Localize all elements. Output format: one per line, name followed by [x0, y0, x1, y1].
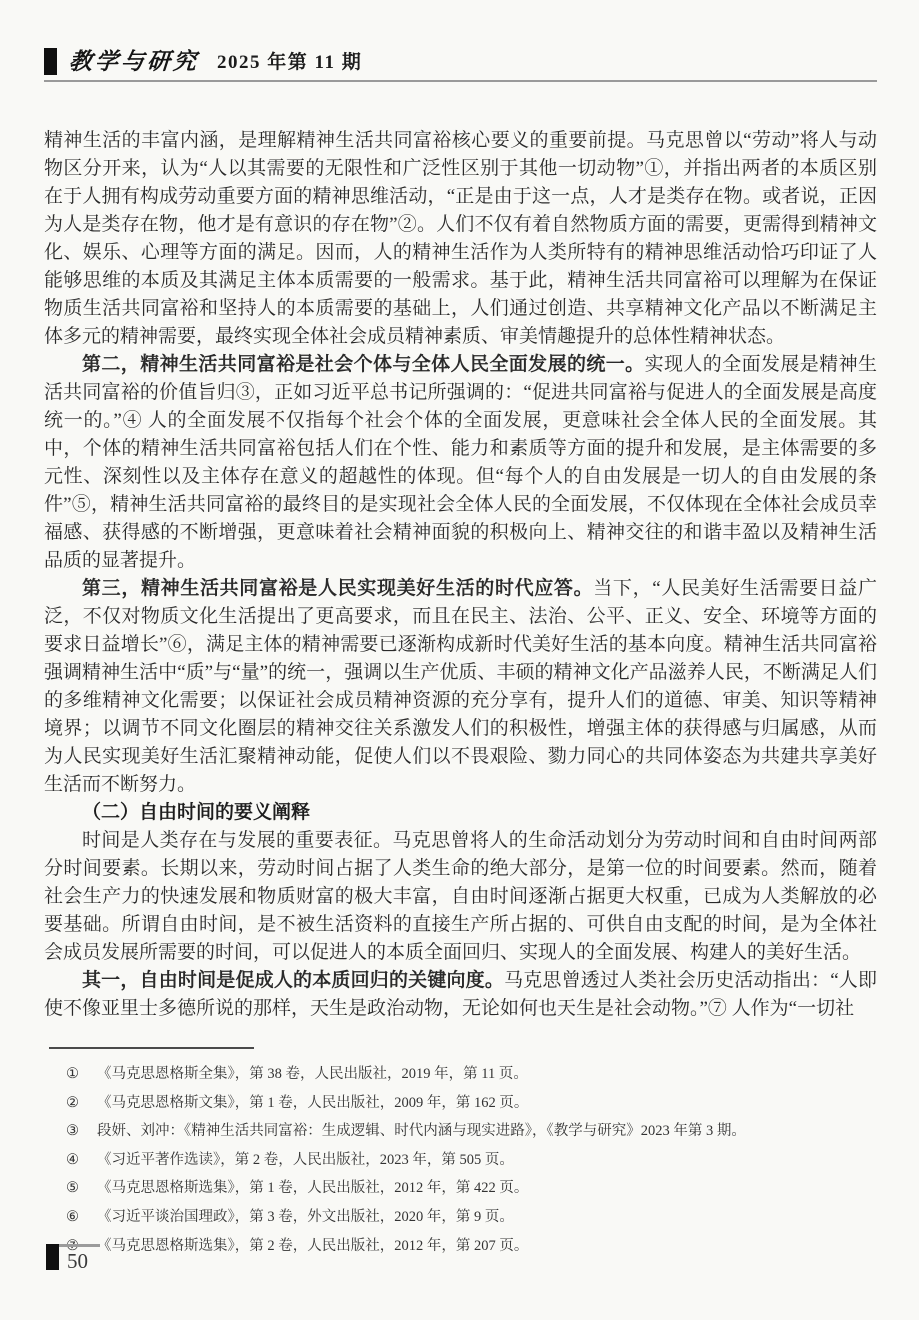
footnote-item	[66, 1146, 873, 1175]
issue-label: 2025 年第 11 期	[217, 52, 363, 73]
paragraph-text: 时间是人类存在与发展的重要表征。马克思曾将人的生命活动划分为劳动时间和自由时间两部分时间要素。长期以来，劳动时间占据了人类生命的绝大部分，是第一位的时间要素。然而，随着社会生产力的快速发展和物质财富的极大丰富，自由时间逐渐占据更大权重，已成为人类解放的必要基础。所谓自由时间，是不被生活资料的直接生产所占据的、可供自由支配的时间，是为全体社会成员发展所需要的时间，可以促进人的本质全面回归、实现人的全面发展、构建人的美好生活。	[44, 830, 877, 963]
footnote-marker: ⑥	[66, 1208, 79, 1225]
section-heading: （二）自由时间的要义阐释	[82, 802, 311, 823]
paragraph-text: 马克思曾透过人类社会历史活动指出：“人即使不像亚里士多德所说的那样，天生是政治动物，无论如何也天生是社会动物。”⑦ 人作为“一切社	[44, 970, 877, 1019]
page-number: 50	[59, 1244, 100, 1273]
footnote-list	[66, 1060, 873, 1260]
paragraph-lead: 其一，自由时间是促成人的本质回归的关键向度。	[82, 970, 505, 991]
footnote-item	[66, 1060, 873, 1089]
paragraph-lead: 第二，精神生活共同富裕是社会个体与全体人民全面发展的统一。	[82, 354, 645, 375]
footnote-separator	[49, 1047, 254, 1049]
page-footer	[46, 1244, 100, 1273]
paragraph-text: 实现人的全面发展是精神生活共同富裕的价值旨归③，正如习近平总书记所强调的：“促进共同富裕与促进人的全面发展是高度统一的。”④ 人的全面发展不仅指每个社会个体的全面发展，更意味社会全体人民的全面发展。其中，个体的精神生活共同富裕包括人们在个性、能力和素质等方面的提升和发展，是主体需要的多元性、深刻性以及主体存在意义的超越性的体现。但“每个人的自由发展是一切人的自由发展的条件”⑤，精神生活共同富裕的最终目的是实现社会全体人民的全面发展，不仅体现在全体社会成员幸福感、获得感的不断增强，更意味着社会精神面貌的积极向上、精神交往的和谐丰盈以及精神生活品质的显著提升。	[44, 354, 877, 571]
footnote-item	[66, 1174, 873, 1203]
paragraph-lead: 第三，精神生活共同富裕是人民实现美好生活的时代应答。	[82, 578, 594, 599]
footnote-text: 《马克思恩格斯选集》，第 2 卷，人民出版社，2012 年，第 207 页。	[97, 1237, 529, 1254]
footnote-marker: ④	[66, 1151, 79, 1168]
paragraph	[44, 127, 877, 351]
paragraph	[44, 351, 877, 575]
footnote-marker: ②	[66, 1094, 79, 1111]
page-header	[44, 48, 877, 82]
footer-square-marker	[46, 1244, 59, 1270]
footnote-text: 《马克思恩格斯文集》，第 1 卷，人民出版社，2009 年，第 162 页。	[97, 1094, 529, 1111]
footnote-item	[66, 1117, 873, 1146]
footnote-marker: ③	[66, 1123, 79, 1140]
footnote-item	[66, 1089, 873, 1118]
footnote-text: 《习近平著作选读》，第 2 卷，人民出版社，2023 年，第 505 页。	[97, 1151, 514, 1168]
paragraph	[44, 967, 877, 1023]
header-square-marker	[44, 48, 57, 75]
paragraph-text: 精神生活的丰富内涵，是理解精神生活共同富裕核心要义的重要前提。马克思曾以“劳动”将人与动物区分开来，认为“人以其需要的无限性和广泛性区别于其他一切动物”①，并指出两者的本质区别在于人拥有构成劳动重要方面的精神思维活动，“正是由于这一点，人才是类存在物。或者说，正因为人是类存在物，他才是有意识的存在物”②。人们不仅有着自然物质方面的需要，更需得到精神文化、娱乐、心理等方面的满足。因而，人的精神生活作为人类所特有的精神思维活动恰巧印证了人能够思维的本质及其满足主体本质需要的一般需求。基于此，精神生活共同富裕可以理解为在保证物质生活共同富裕和坚持人的本质需要的基础上，人们通过创造、共享精神文化产品以不断满足主体多元的精神需要，最终实现全体社会成员精神素质、审美情趣提升的总体性精神状态。	[44, 130, 877, 347]
footnote-text: 《马克思恩格斯全集》，第 38 卷，人民出版社，2019 年，第 11 页。	[97, 1066, 528, 1082]
journal-name: 教学与研究	[68, 48, 200, 75]
footnote-marker: ①	[66, 1066, 79, 1082]
footnote-item	[66, 1203, 873, 1232]
article-body	[44, 127, 877, 1023]
footnote-item	[66, 1232, 873, 1261]
footnote-text: 段妍、刘冲：《精神生活共同富裕：生成逻辑、时代内涵与现实进路》，《教学与研究》2023 年第 3 期。	[97, 1123, 746, 1140]
footnote-text: 《习近平谈治国理政》，第 3 卷，外文出版社，2020 年，第 9 页。	[97, 1208, 514, 1225]
paragraph-text: 当下，“人民美好生活需要日益广泛，不仅对物质文化生活提出了更高要求，而且在民主、法治、公平、正义、安全、环境等方面的要求日益增长”⑥，满足主体的精神需要已逐渐构成新时代美好生活的基本向度。精神生活共同富裕强调精神生活中“质”与“量”的统一，强调以生产优质、丰硕的精神文化产品滋养人民，不断满足人们的多维精神文化需要；以保证社会成员精神资源的充分享有，提升人们的道德、审美、知识等精神境界；以调节不同文化圈层的精神交往关系激发人们的积极性，增强主体的获得感与归属感，从而为人民实现美好生活汇聚精神动能，促使人们以不畏艰险、勠力同心的共同体姿态为共建共享美好生活而不断努力。	[44, 578, 877, 795]
footnote-marker: ⑦	[66, 1237, 79, 1254]
paragraph	[44, 827, 877, 967]
footnote-text: 《马克思恩格斯选集》，第 1 卷，人民出版社，2012 年，第 422 页。	[97, 1180, 529, 1197]
footnote-marker: ⑤	[66, 1180, 79, 1197]
paragraph	[44, 575, 877, 799]
